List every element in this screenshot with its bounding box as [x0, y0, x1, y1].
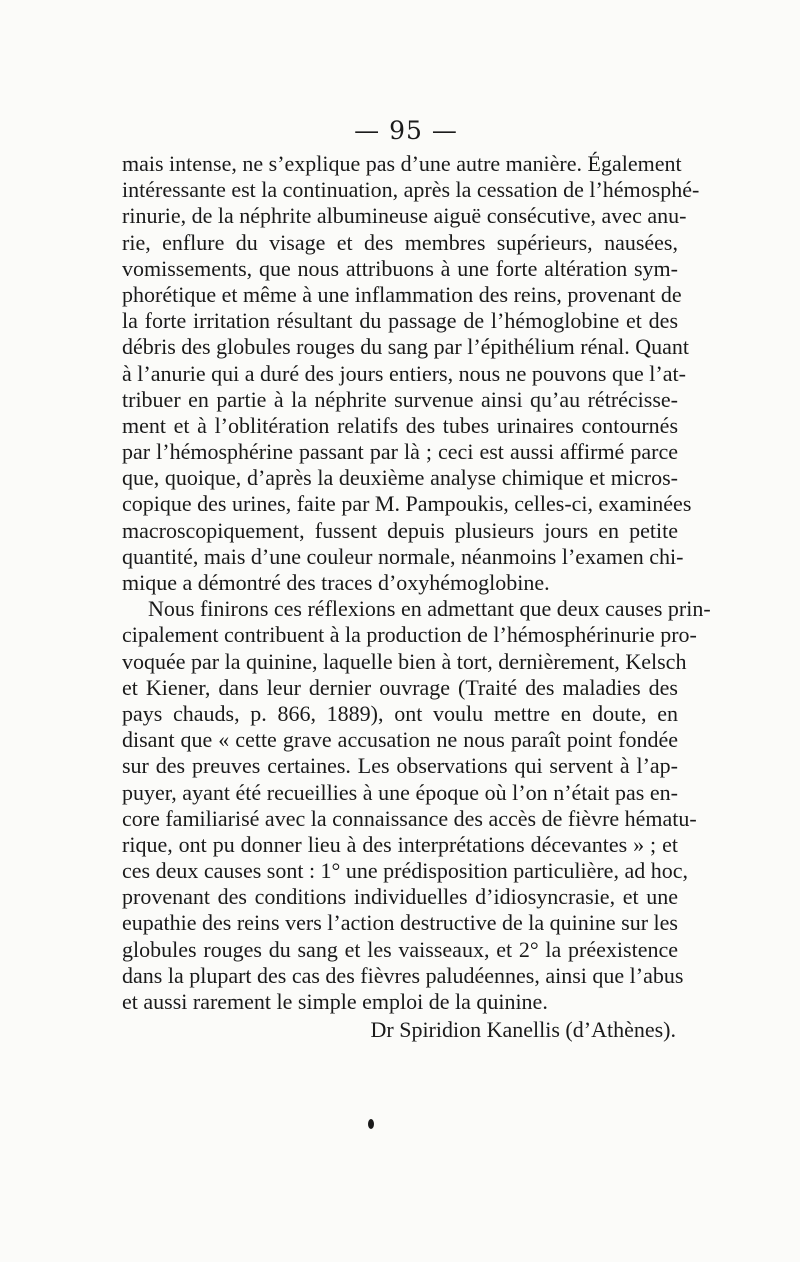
text-line: rinurie, de la néphrite albumineuse aiguë consécutive, avec anu- — [122, 203, 687, 229]
text-line: débris des globules rouges du sang par l’épithélium rénal. Quant — [122, 334, 689, 360]
text-line: ment et à l’oblitération relatifs des tubes urinaires contournés — [122, 412, 678, 438]
text-line: que, quoique, d’après la deuxième analyse chimique et micros- — [122, 465, 678, 491]
text-line: core familiarisé avec la connaissance des accès de fièvre hématu- — [122, 805, 697, 831]
text-line: sur des preuves certaines. Les observations qui servent à l’ap- — [122, 753, 678, 779]
author-signature: Dr Spiridion Kanellis (d’Athènes). — [370, 1017, 676, 1043]
paragraph-first-line: Nous finirons ces réflexions en admettant que deux causes prin- — [148, 596, 711, 622]
text-line: et Kiener, dans leur dernier ouvrage (Traité des maladies des — [122, 674, 678, 700]
text-line: eupathie des reins vers l’action destructive de la quinine sur les — [122, 910, 678, 936]
text-line: globules rouges du sang et les vaisseaux, et 2° la préexistence — [122, 936, 678, 962]
text-line: ces deux causes sont : 1° une prédisposition particulière, ad hoc, — [122, 858, 688, 884]
text-line: la forte irritation résultant du passage de l’hémoglobine et des — [122, 308, 678, 334]
printer-mark — [368, 1119, 374, 1129]
text-line: vomissements, que nous attribuons à une forte altération sym- — [122, 255, 678, 281]
text-line: voquée par la quinine, laquelle bien à tort, dernièrement, Kelsch — [122, 648, 687, 674]
text-line: à l’anurie qui a duré des jours entiers, nous ne pouvons que l’at- — [122, 360, 686, 386]
text-line: rique, ont pu donner lieu à des interprétations décevantes » ; et — [122, 831, 678, 857]
text-line: provenant des conditions individuelles d’idiosyncrasie, et une — [122, 884, 678, 910]
text-line: quantité, mais d’une couleur normale, néanmoins l’examen chi- — [122, 543, 684, 569]
page-number: — 95 — — [354, 116, 458, 145]
paragraph-last-line: et aussi rarement le simple emploi de la quinine. — [122, 989, 548, 1014]
text-line: phorétique et même à une inflammation des reins, provenant de — [122, 281, 682, 307]
text-line: intéressante est la continuation, après la cessation de l’hémosphé- — [122, 177, 700, 203]
text-line: rie, enflure du visage et des membres supérieurs, nausées, — [122, 229, 678, 255]
body-text — [122, 151, 711, 1045]
text-line: puyer, ayant été recueillies à une époque où l’on n’était pas en- — [122, 779, 678, 805]
text-line: disant que « cette grave accusation ne nous paraît point fondée — [122, 727, 678, 753]
text-line: tribuer en partie à la néphrite survenue ainsi qu’au rétrécisse- — [122, 386, 678, 412]
text-line: dans la plupart des cas des fièvres paludéennes, ainsi que l’abus — [122, 962, 684, 988]
text-line: par l’hémosphérine passant par là ; ceci est aussi affirmé parce — [122, 439, 678, 465]
text-line: macroscopiquement, fussent depuis plusieurs jours en petite — [122, 517, 678, 543]
paragraph-last-line: mique a démontré des traces d’oxyhémoglobine. — [122, 570, 550, 595]
text-line: copique des urines, faite par M. Pampoukis, celles-ci, examinées — [122, 491, 692, 517]
text-line: cipalement contribuent à la production de l’hémosphérinurie pro- — [122, 622, 697, 648]
text-line: mais intense, ne s’explique pas d’une autre manière. Également — [122, 151, 682, 176]
text-line: pays chauds, p. 866, 1889), ont voulu mettre en doute, en — [122, 700, 678, 726]
